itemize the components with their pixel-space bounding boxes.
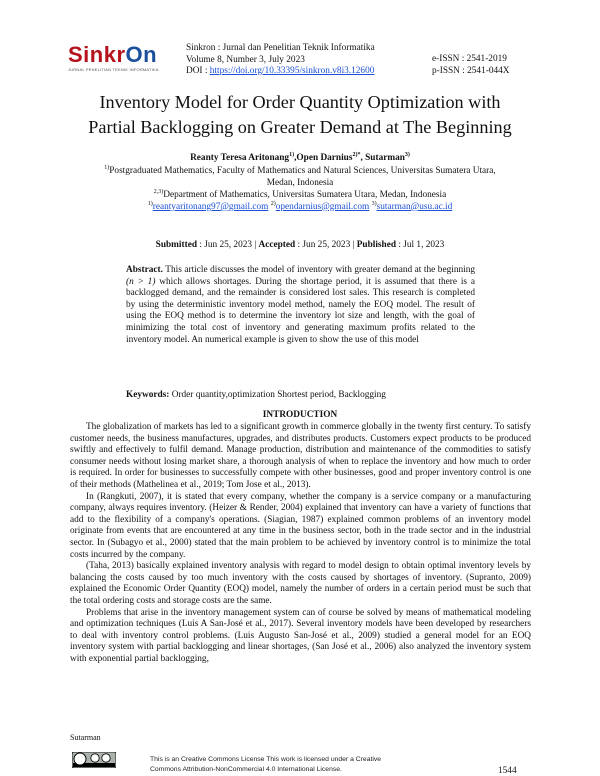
journal-name: Sinkron : Jurnal dan Penelitian Teknik Informatika	[186, 43, 375, 53]
doi-link[interactable]: https://doi.org/10.33395/sinkron.v8i3.12600	[209, 66, 375, 76]
license-text: This is an Creative Commons License This work is licensed under a Creative Commons Attribution-NonCommercial 4.0 International License.	[150, 756, 382, 773]
issn-block	[432, 54, 509, 77]
abstract-label: Abstract.	[126, 265, 163, 275]
affiliations	[90, 166, 510, 213]
section-heading-introduction: INTRODUCTION	[262, 410, 338, 420]
abstract: Abstract. This article discusses the model of inventory with greater demand at the beginning (n > 1) which allows shortages. During the shortage period, it is assumed that there is a backlogged demand, and the remainder is considered lost sales. This research is completed by using the deterministic inventory model method, namely the EOQ model. The result of using the EOQ method is to determine the inventory lot size and length, with the goal of minimizing the total cost of inventory and generating maximum profits related to the inventory model. An numerical example is given to show the use of this model	[126, 265, 476, 345]
footer-author: Sutarman	[70, 733, 101, 742]
introduction-body	[70, 422, 531, 665]
affiliation-1: $^{1)}$Postgraduated Mathematics, Faculty of Mathematics and Natural Sciences, Universitas Sumatera Utara, Medan, Indonesia	[104, 164, 496, 188]
author-emails: $^{1)}$reantyaritonang97@gmail.com $^{2)}$opendarnius@gmail.com $^{3)}$sutarman@usu.ac.id	[147, 200, 453, 212]
logo-subtitle: JURNAL PENELITIAN TEKNIK INFORMATIKA	[68, 67, 159, 72]
author-list: Reanty Teresa Aritonang$^{1)}$,Open Darnius$^{2)*}$, Sutarman$^{3)}$	[190, 151, 410, 163]
journal-header	[186, 43, 375, 78]
email-link-2[interactable]: opendarnius@gmail.com	[275, 201, 370, 212]
title-line-1: Inventory Model for Order Quantity Optimization with	[99, 92, 501, 112]
logo-on: On	[125, 42, 158, 67]
journal-logo	[68, 42, 157, 68]
paragraph: (Taha, 2013) basically explained inventory analysis with regard to model design to obtain optimal inventory levels by balancing the costs caused by too much inventory with the costs caused by shortages of inventory. (Supranto, 2009) explained the Economic Order Quantity (EOQ) model, namely the number of orders in a certain period must be such that the total ordering costs and storage costs are the same.	[70, 561, 531, 606]
creative-commons-badge-icon	[72, 752, 116, 768]
paragraph: In (Rangkuti, 2007), it is stated that every company, whether the company is a service company or a manufacturing company, always requires inventory. (Heizer & Render, 2004) explained that inventory can have a variety of functions that add to the flexibility of a company's operations. (Siagian, 1987) explained common problems of an inventory model originate from events that are encountered at any time in the business sector, both in the trade sector and in the industrial sector. In (Subagyo et al., 2000) stated that the main problem to be achieved by inventory control is to minimize the total costs incurred by the company.	[70, 491, 531, 560]
logo-sinkr: Sinkr	[68, 42, 126, 67]
email-link-1[interactable]: reantyaritonang97@gmail.com	[152, 201, 269, 212]
abstract-math: (n > 1)	[126, 276, 156, 287]
affiliation-2: $^{2,3)}$Department of Mathematics, Universitas Sumatera Utara, Medan, Indonesia	[153, 189, 447, 201]
doi-line: DOI : https://doi.org/10.33395/sinkron.v8i3.12600	[186, 66, 375, 76]
journal-volume: Volume 8, Number 3, July 2023	[186, 54, 305, 65]
title-line-2: Partial Backlogging on Greater Demand at The Beginning	[88, 117, 512, 137]
paragraph: The globalization of markets has led to a significant growth in commerce globally in the twenty first century. To satisfy customer needs, the business manufactures, upgrades, and distributes products. Customers expect products to be produced swiftly and effectively to fulfil demand. Manage production, distribution and maintenance of the commodities to satisfy consumer needs without losing market share, a thorough analysis of when to replace the inventory and how much to order is required. In order for businesses to successfully compete with other businesses, good and proper inventory control is one of their methods (Mathelinea et al., 2019; Tom Jose et al., 2013).	[70, 422, 531, 490]
submission-dates: Submitted : Jun 25, 2023 | Accepted : Jun 25, 2023 | Published : Jul 1, 2023	[155, 240, 445, 250]
paper-title	[40, 90, 560, 140]
email-link-3[interactable]: sutarman@usu.ac.id	[376, 201, 453, 212]
pissn: p-ISSN : 2541-044X	[432, 65, 510, 76]
keywords: Keywords: Order quantity,optimization Shortest period, Backlogging	[126, 390, 386, 400]
eissn: e-ISSN : 2541-2019	[432, 54, 507, 64]
page-number: 1544	[498, 766, 517, 776]
paragraph: Problems that arise in the inventory management system can of course be solved by means of mathematical modeling and optimization techniques (Luis A San-José et al., 2017). Several inventory models have been developed by researchers to deal with inventory control problems. (Luis Augusto San-José et al., 2009) studied a general model for an EOQ inventory system with partial backlogging and linear shortages, (San José et al., 2006) also analyzed the inventory system with exponential partial backlogging,	[70, 607, 531, 664]
